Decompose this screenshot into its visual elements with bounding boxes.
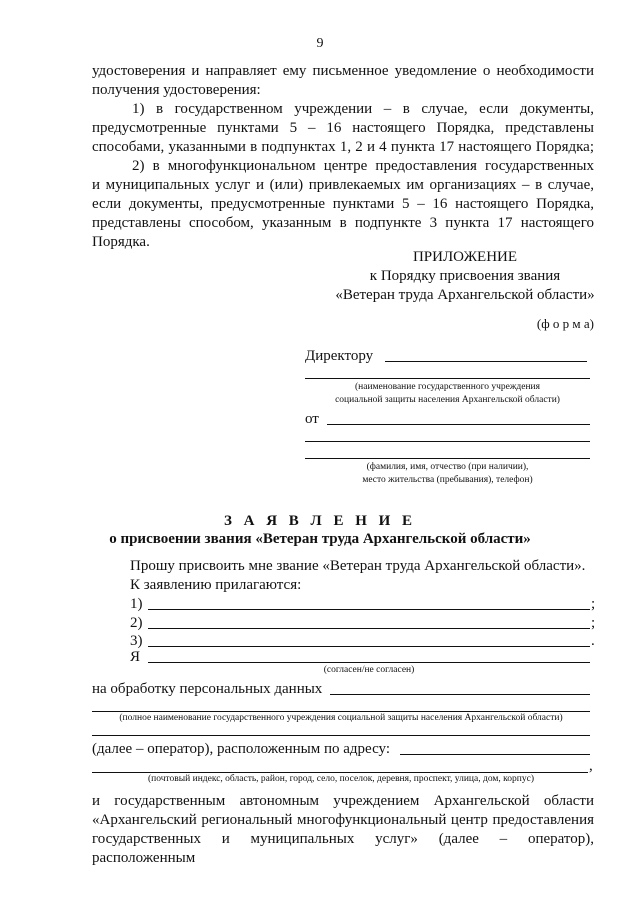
appendix-subtitle: «Ветеран труда Архангельской области»: [335, 287, 595, 303]
item2-line: представлены способом, указанным в подпункте 3 пункта 17 настоящего: [92, 215, 594, 231]
appendix-subtitle: к Порядку присвоения звания: [369, 268, 561, 284]
statement-subtitle: о присвоении звания «Ветеран труда Архангельской области»: [109, 531, 531, 547]
attachment-field[interactable]: [148, 646, 590, 647]
item2-line: если документы, предусмотренные пунктами 5 – 16 настоящего Порядка,: [92, 196, 594, 212]
appendix-title: ПРИЛОЖЕНИЕ: [412, 249, 518, 265]
final-line: государственных и муниципальных услуг» (далее – оператор), расположенным: [92, 831, 594, 866]
request-text: Прошу присвоить мне звание «Ветеран труда Архангельской области».: [130, 558, 586, 574]
attachment-end: .: [591, 633, 595, 649]
item2-line: 2) в многофункциональном центре предоставления государственных: [132, 158, 594, 174]
intro-line: удостоверения и направляет ему письменное уведомление о необходимости: [92, 63, 594, 79]
final-line: и государственным автономным учреждением Архангельской области: [92, 793, 594, 809]
intro-line: получения удостоверения:: [92, 82, 261, 98]
from-field[interactable]: [327, 424, 590, 425]
item2-line: Порядка.: [92, 234, 150, 250]
from-field-3[interactable]: [305, 458, 590, 459]
from-label: от: [305, 411, 319, 427]
attachment-end: ;: [591, 615, 596, 631]
attachment-field[interactable]: [148, 609, 590, 610]
to-label: Директору: [305, 348, 374, 364]
consent-field[interactable]: [148, 662, 590, 663]
processing-text: на обработку персональных данных: [92, 681, 323, 697]
page-number: 9: [316, 36, 324, 51]
attachment-number: 2): [130, 615, 143, 631]
institution-hint: (наименование государственного учреждения: [355, 382, 540, 392]
institution-field[interactable]: [305, 378, 590, 379]
address-field[interactable]: [400, 754, 590, 755]
operator-address-label: (далее – оператор), расположенным по адресу:: [92, 741, 391, 757]
i-label: Я: [130, 649, 141, 665]
processing-field[interactable]: [330, 694, 590, 695]
final-line: «Архангельский региональный многофункциональный центр предоставления: [92, 812, 594, 828]
operator-hint: (полное наименование государственного учреждения социальной защиты населения Архангельской области): [119, 713, 563, 723]
address-comma: ,: [589, 758, 593, 774]
statement-title: З А Я В Л Е Н И Е: [223, 513, 417, 529]
operator-field-2[interactable]: [92, 735, 590, 736]
form-label: (ф о р м а): [536, 316, 594, 331]
consent-hint: (согласен/не согласен): [323, 665, 415, 675]
item1-line: способами, указанными в подпунктах 1, 2 и 4 пункта 17 настоящего Порядка;: [92, 139, 594, 155]
attached-label: К заявлению прилагаются:: [130, 577, 302, 593]
attachment-number: 3): [130, 633, 143, 649]
institution-hint: социальной защиты населения Архангельской области): [335, 395, 560, 405]
item1-line: предусмотренные пунктами 5 – 16 настоящего Порядка, представлены: [92, 120, 594, 136]
item1-line: 1) в государственном учреждении – в случае, если документы,: [132, 101, 594, 117]
person-hint: место жительства (пребывания), телефон): [362, 475, 533, 485]
attachment-end: ;: [591, 596, 596, 612]
address-hint: (почтовый индекс, область, район, город, село, поселок, деревня, проспект, улица, дом, корпус): [147, 774, 534, 784]
item2-line: и муниципальных услуг и (или) привлекаемых им организациях – в случае,: [92, 177, 594, 193]
from-field-2[interactable]: [305, 441, 590, 442]
director-field[interactable]: [385, 361, 587, 362]
attachment-number: 1): [130, 596, 143, 612]
attachment-field[interactable]: [148, 628, 590, 629]
person-hint: (фамилия, имя, отчество (при наличии),: [366, 462, 529, 472]
